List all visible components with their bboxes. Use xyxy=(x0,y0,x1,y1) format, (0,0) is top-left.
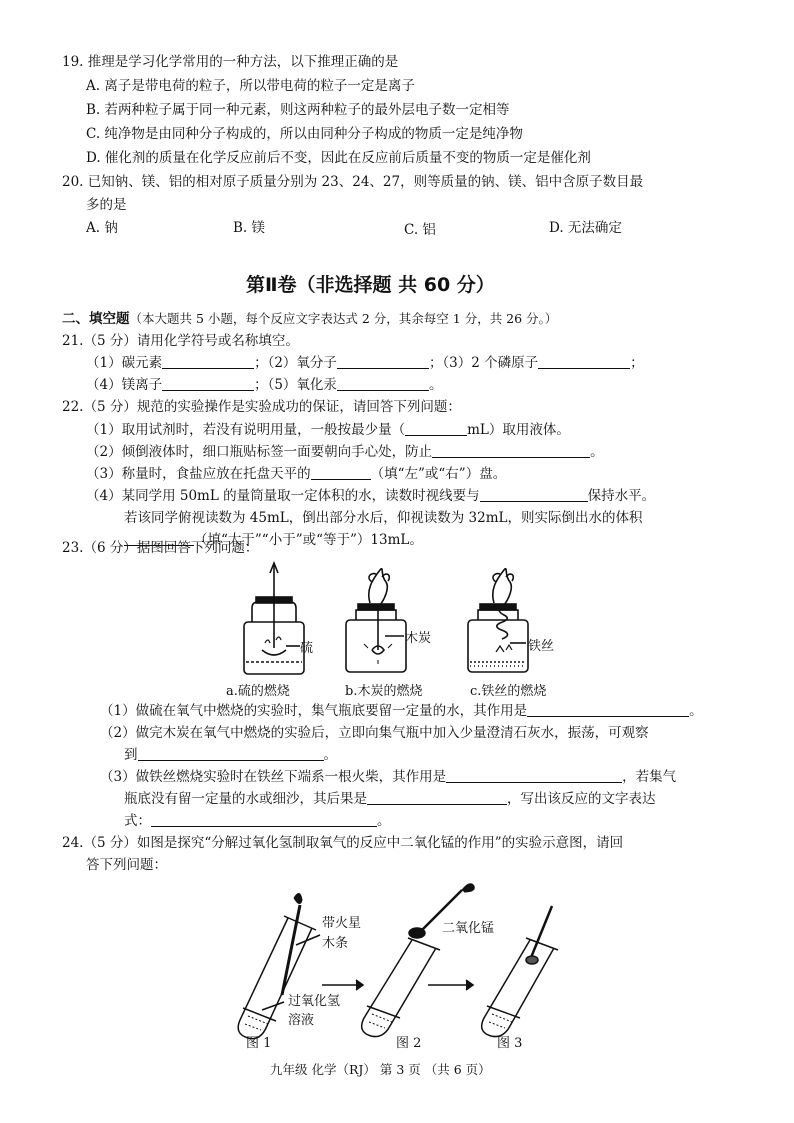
q23-text: 到 xyxy=(124,747,138,763)
label-sulfur: 硫 xyxy=(300,641,314,656)
figure-3-caption: 图 3 xyxy=(497,1036,523,1051)
q23-text: （1）做硫在氧气中燃烧的实验时，集气瓶底要留一定量的水，其作用是 xyxy=(100,703,528,719)
q23-text: ，若集气 xyxy=(622,769,677,785)
q22-text: （填“大于”“小于”或“等于”）13mL。 xyxy=(194,532,423,548)
q22-text: 保持水平。 xyxy=(587,488,656,504)
q22-text: 。 xyxy=(590,444,604,460)
q23-line2: （2）做完木炭在氧气中燃烧的实验后，立即向集气瓶中加入少量澄清石灰水，振荡，可观察 xyxy=(100,725,649,741)
label-h2o2: 过氧化氢 xyxy=(288,994,341,1009)
label-charcoal: 木炭 xyxy=(405,631,432,646)
q23-text: 。 xyxy=(323,747,337,763)
q20-stem-2: 多的是 xyxy=(86,197,127,213)
label-iron: 铁丝 xyxy=(528,639,555,654)
q19-option-d: D. 催化剂的质量在化学反应前后不变，因此在反应前后质量不变的物质一定是催化剂 xyxy=(86,150,591,166)
punct: 。 xyxy=(428,377,443,393)
q19-option-c: C. 纯净物是由同种分子构成的，所以由同种分子构成的物质一定是纯净物 xyxy=(86,126,523,142)
q24-stem-1: 24.（5 分）如图是探究“分解过氧化氢制取氧气的反应中二氧化锰的作用”的实验示意图，请回 xyxy=(62,835,624,851)
figure-1-caption: 图 1 xyxy=(246,1036,272,1051)
label-h2o2-2: 溶液 xyxy=(288,1013,315,1028)
q20-stem-1: 20. 已知钠、镁、铝的相对原子质量分别为 23、24、27，则等质量的钠、镁、铝中含原子数目最 xyxy=(62,174,644,190)
caption-b: b.木炭的燃烧 xyxy=(345,684,423,699)
q21-item5: ；（5）氧化汞 xyxy=(254,377,337,393)
page-footer: 九年级 化学（RJ） 第 3 页 （共 6 页） xyxy=(270,1062,491,1077)
label-splint-2: 木条 xyxy=(322,936,349,951)
q22-text: mL）取用液体。 xyxy=(467,422,570,438)
q19-option-a: A. 离子是带电荷的粒子，所以带电荷的粒子一定是离子 xyxy=(86,78,415,94)
arrow-right-icon xyxy=(322,980,363,990)
q23-text: ，写出该反应的文字表达 xyxy=(507,791,656,807)
arrow-right-icon xyxy=(428,980,473,990)
test-tube-2-icon xyxy=(362,884,475,1037)
q23-text: 式： xyxy=(124,813,151,829)
label-splint: 带火星 xyxy=(322,916,362,931)
punct: ； xyxy=(630,355,644,371)
q20-option-c: C. 铝 xyxy=(404,222,436,238)
q22-text: （填“左”或“右”）盘。 xyxy=(370,466,507,482)
q22-text: （4）某同学用 50mL 的量筒量取一定体积的水，读数时视线要与 xyxy=(86,488,480,504)
q23-text: 。 xyxy=(689,703,703,719)
caption-a: a.硫的燃烧 xyxy=(226,684,290,699)
part2-label: 二、填空题 xyxy=(62,311,130,327)
q20-option-b: B. 镁 xyxy=(233,220,266,236)
q19-stem: 19. 推理是学习化学常用的一种方法，以下推理正确的是 xyxy=(62,54,399,70)
q19-option-b: B. 若两种粒子属于同一种元素，则这两种粒子的最外层电子数一定相等 xyxy=(86,102,510,118)
q21-item1: （1）碳元素 xyxy=(86,355,163,371)
q22-text: （1）取用试剂时，若没有说明用量，一般按最少量（ xyxy=(86,422,406,438)
q22-text: （3）称量时，食盐应放在托盘天平的 xyxy=(86,466,311,482)
part2-desc: （本大题共 5 小题，每个反应文字表达式 2 分，其余每空 1 分，共 26 分。） xyxy=(129,311,558,326)
q23-text: 瓶底没有留一定量的水或细沙，其后果是 xyxy=(124,791,367,807)
q21-stem: 21.（5 分）请用化学符号或名称填空。 xyxy=(62,333,299,349)
q20-option-d: D. 无法确定 xyxy=(549,220,622,236)
q21-item3: ；（3）2 个磷原子 xyxy=(428,355,539,371)
label-mno2: 二氧化锰 xyxy=(442,921,495,936)
section-title: 第Ⅱ卷（非选择题 共 60 分） xyxy=(246,274,495,296)
figure-2-caption: 图 2 xyxy=(396,1036,422,1051)
q23-text: 。 xyxy=(377,813,391,829)
q22-line5: 若该同学俯视读数为 45mL，倒出部分水后，仰视读数为 32mL，则实际倒出水的体积 xyxy=(124,510,643,526)
q20-option-a: A. 钠 xyxy=(86,220,118,236)
q21-item4: （4）镁离子 xyxy=(86,377,163,393)
q23-text: （3）做铁丝燃烧实验时在铁丝下端系一根火柴，其作用是 xyxy=(100,769,447,785)
q24-stem-2: 答下列问题： xyxy=(86,857,167,873)
caption-c: c.铁丝的燃烧 xyxy=(470,684,547,699)
q22-text: （2）倾倒液体时，细口瓶贴标签一面要朝向手心处，防止 xyxy=(86,444,433,460)
q22-stem: 22.（5 分）规范的实验操作是实验成功的保证，请回答下列问题： xyxy=(62,399,461,415)
q23-stem: 23.（6 分）据图回答下列问题： xyxy=(62,540,259,556)
q21-item2: ；（2）氧分子 xyxy=(254,355,337,371)
